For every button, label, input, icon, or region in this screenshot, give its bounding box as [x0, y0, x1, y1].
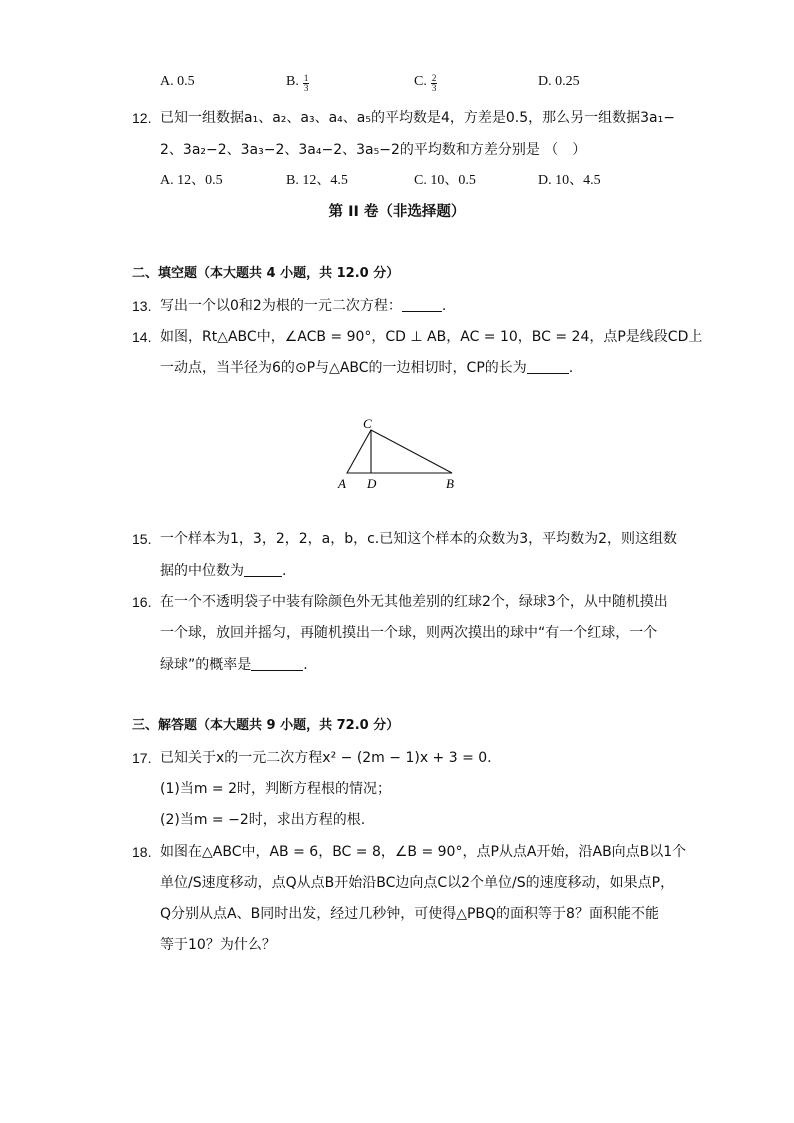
q17-line-2: (1)当m = 2时，判断方程根的情况； [160, 781, 392, 797]
q14-line-1: 如图，Rt△ABC中，∠ACB = 90°，CD ⊥ AB，AC = 10，BC = 24，点P是线段CD上 [160, 329, 703, 345]
q16-line-3-text: 绿球”的概率是 [160, 657, 252, 673]
q15-line-2 [160, 561, 286, 581]
label-c: C [363, 416, 372, 431]
q18-line-2: 单位/S速度移动，点Q从点B开始沿BC边向点C以2个单位/S的速度移动，如果点P， [160, 875, 675, 891]
q16-end: . [303, 657, 308, 673]
q15-line-2-text: 据的中位数为 [160, 563, 244, 579]
q12-option-c: C. 10、0.5 [414, 173, 476, 188]
q15-number: 15. [132, 531, 152, 547]
q15-line-1: 一个样本为1，3，2，2，a，b，c.已知这个样本的众数为3，平均数为2，则这组数 [160, 531, 678, 547]
q18-line-3: Q分别从点A、B同时出发，经过几秒钟，可使得△PBQ的面积等于8？面积能不能 [160, 906, 659, 922]
q12-number: 12. [132, 110, 152, 126]
q12-option-b: B. 12、4.5 [286, 173, 348, 188]
q12-line-2: 2、3a₂−2、3a₃−2、3a₄−2、3a₅−2的平均数和方差分别是 （ ） [160, 142, 587, 158]
part2-title: 第 II 卷（非选择题） [328, 204, 466, 220]
label-d: D [367, 476, 377, 491]
q14-number: 14. [132, 329, 152, 345]
q16-line-1: 在一个不透明袋子中装有除颜色外无其他差别的红球2个，绿球3个，从中随机摸出 [160, 594, 668, 610]
q11-c-numerator: 2 [431, 73, 437, 83]
q12-option-d: D. 10、4.5 [538, 173, 601, 188]
section3-title: 三、解答题（本大题共 9 小题，共 72.0 分） [132, 718, 400, 733]
q11-option-a: A. 0.5 [160, 74, 195, 89]
q11-option-c [414, 72, 437, 93]
q11-c-denominator: 3 [431, 83, 437, 93]
q13-end: . [441, 298, 447, 314]
q13-answer-blank [402, 297, 442, 312]
q13-text: 写出一个以0和2为根的一元二次方程： [160, 298, 402, 314]
q16-line-2: 一个球，放回并摇匀，再随机摸出一个球，则两次摸出的球中“有一个红球，一个 [160, 625, 658, 641]
q11-option-c-fraction [431, 74, 438, 93]
q11-option-b-label: B. [286, 74, 299, 89]
q13-body [160, 296, 446, 316]
section2-title: 二、填空题（本大题共 4 小题，共 12.0 分） [132, 266, 400, 281]
q12-line-1: 已知一组数据a₁、a₂、a₃、a₄、a₅的平均数是4，方差是0.5，那么另一组数据3a₁− [160, 110, 675, 126]
q16-number: 16. [132, 594, 152, 610]
q18-line-1: 如图在△ABC中，AB = 6，BC = 8，∠B = 90°，点P从点A开始，沿AB向点B以1个 [160, 844, 687, 860]
q17-line-1: 已知关于x的一元二次方程x² − (2m − 1)x + 3 = 0. [160, 750, 492, 766]
q14-answer-blank [527, 359, 569, 374]
q11-option-c-label: C. [414, 74, 427, 89]
q12-option-a: A. 12、0.5 [160, 173, 223, 188]
q11-option-b [286, 72, 309, 93]
label-a: A [338, 476, 346, 491]
q18-line-4: 等于10？为什么？ [160, 937, 276, 953]
q11-option-d: D. 0.25 [538, 74, 580, 89]
q11-b-denominator: 3 [303, 83, 309, 93]
q18-number: 18. [132, 844, 152, 860]
label-b: B [446, 476, 454, 491]
q11-option-b-fraction [303, 74, 310, 93]
q16-line-3 [160, 655, 308, 675]
q11-b-numerator: 1 [303, 73, 309, 83]
q13-number: 13. [132, 298, 152, 314]
q14-line-2 [160, 358, 573, 378]
triangle-abc [347, 430, 452, 473]
q14-line-2-text: 一动点，当半径为6的⊙P与△ABC的一边相切时，CP的长为 [160, 360, 527, 376]
q15-end: . [282, 563, 287, 579]
q17-number: 17. [132, 750, 152, 766]
q15-answer-blank [244, 562, 282, 577]
q16-answer-blank [251, 656, 303, 671]
q17-line-3: (2)当m = −2时，求出方程的根. [160, 812, 366, 828]
triangle-figure [330, 410, 470, 494]
q14-end: . [568, 360, 574, 376]
